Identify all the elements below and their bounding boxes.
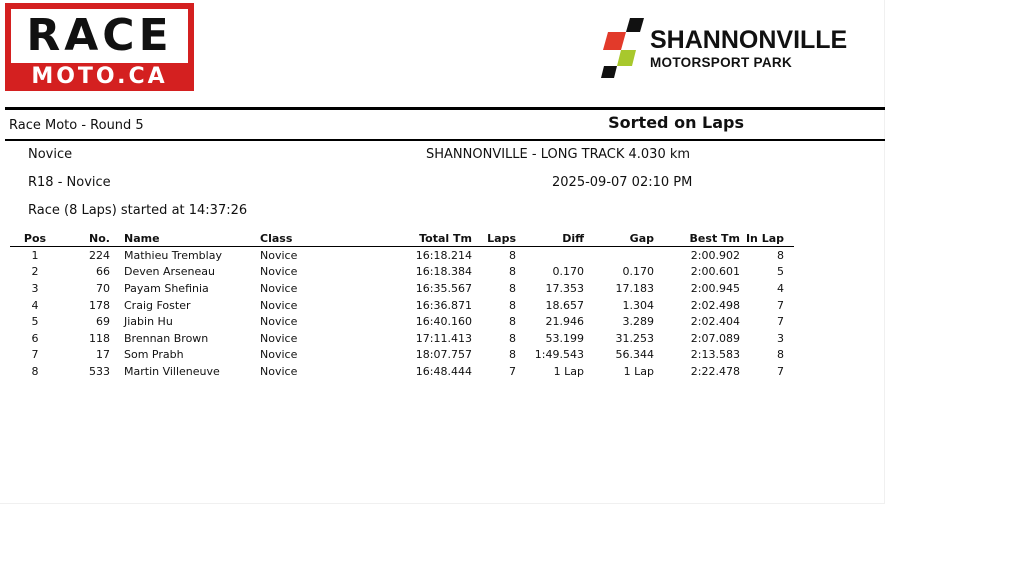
shannonville-logo-sub: MOTORSPORT PARK [650, 55, 793, 70]
event-title: Race Moto - Round 5 [9, 118, 144, 133]
cell-total-time: 18:07.757 [415, 348, 472, 362]
col-no: No. [60, 231, 124, 247]
cell-laps: 8 [509, 298, 516, 312]
cell-best-time: 2:22.478 [690, 364, 740, 378]
cell-gap: 17.183 [615, 281, 654, 295]
results-header-row [10, 231, 794, 247]
cell-total-time: 17:11.413 [415, 331, 472, 345]
col-total-time: Total Tm [360, 231, 472, 247]
cell-name: Craig Foster [124, 298, 191, 312]
cell-total-time: 16:36.871 [415, 298, 472, 312]
cell-laps: 8 [509, 281, 516, 295]
cell-name: Mathieu Tremblay [124, 248, 222, 262]
cell-laps: 8 [509, 248, 516, 262]
cell-gap: 1.304 [622, 298, 654, 312]
cell-class: Novice [260, 331, 298, 345]
cell-laps: 7 [509, 364, 516, 378]
cell-in-lap: 8 [777, 248, 784, 262]
cell-pos: 8 [31, 364, 39, 378]
cell-gap: 0.170 [622, 265, 654, 279]
cell-best-time: 2:13.583 [690, 348, 740, 362]
cell-class: Novice [260, 248, 298, 262]
cell-best-time: 2:02.498 [690, 298, 740, 312]
cell-diff: 53.199 [545, 331, 584, 345]
results-body [10, 247, 794, 380]
cell-diff: 1:49.543 [534, 348, 584, 362]
cell-diff: 0.170 [552, 265, 584, 279]
table-row [10, 347, 794, 364]
cell-total-time: 16:40.160 [415, 315, 472, 329]
cell-best-time: 2:00.902 [690, 248, 740, 262]
cell-no: 224 [89, 248, 110, 262]
col-pos: Pos [10, 231, 60, 247]
shannonville-logo-name: SHANNONVILLE [650, 26, 848, 54]
cell-in-lap: 7 [777, 315, 784, 329]
cell-in-lap: 7 [777, 298, 784, 312]
sort-note: Sorted on Laps [608, 113, 744, 132]
cell-diff [524, 247, 584, 264]
cell-laps: 8 [509, 265, 516, 279]
cell-in-lap: 4 [777, 281, 784, 295]
cell-total-time: 16:48.444 [415, 364, 472, 378]
cell-no: 70 [96, 281, 110, 295]
racemoto-logo-bottom: MOTO.CA [31, 64, 168, 89]
cell-best-time: 2:02.404 [690, 315, 740, 329]
cell-laps: 8 [509, 348, 516, 362]
cell-pos: 2 [31, 265, 39, 279]
cell-total-time: 16:18.214 [415, 248, 472, 262]
cell-name: Brennan Brown [124, 331, 209, 345]
cell-class: Novice [260, 348, 298, 362]
session-name: R18 - Novice [28, 175, 111, 190]
cell-name: Jiabin Hu [124, 315, 173, 329]
cell-best-time: 2:07.089 [690, 331, 740, 345]
cell-pos: 6 [31, 331, 39, 345]
race-start: Race (8 Laps) started at 14:37:26 [28, 203, 248, 218]
cell-class: Novice [260, 364, 298, 378]
cell-class: Novice [260, 281, 298, 295]
class-name: Novice [28, 147, 73, 162]
cell-gap: 56.344 [615, 348, 654, 362]
racemoto-logo [5, 3, 194, 91]
col-diff: Diff [524, 231, 584, 247]
cell-pos: 1 [31, 248, 39, 262]
table-row [10, 247, 794, 264]
cell-class: Novice [260, 315, 298, 329]
cell-no: 178 [89, 298, 110, 312]
cell-in-lap: 5 [777, 265, 784, 279]
cell-total-time: 16:35.567 [415, 281, 472, 295]
cell-pos: 5 [31, 315, 39, 329]
cell-in-lap: 3 [777, 331, 784, 345]
cell-name: Deven Arseneau [124, 265, 215, 279]
col-in-lap: In Lap [740, 231, 794, 247]
cell-laps: 8 [509, 315, 516, 329]
cell-gap: 31.253 [615, 331, 654, 345]
col-laps: Laps [472, 231, 524, 247]
col-class: Class [260, 231, 360, 247]
cell-name: Payam Shefinia [124, 281, 209, 295]
cell-gap [584, 247, 654, 264]
cell-diff: 21.946 [545, 315, 584, 329]
cell-pos: 4 [31, 298, 39, 312]
cell-gap: 3.289 [622, 315, 654, 329]
shannonville-logo [600, 18, 885, 82]
table-row [10, 313, 794, 330]
cell-name: Martin Villeneuve [124, 364, 220, 378]
cell-diff: 17.353 [545, 281, 584, 295]
cell-pos: 3 [31, 281, 39, 295]
results-table [10, 231, 794, 380]
cell-in-lap: 7 [777, 364, 784, 378]
table-row [10, 280, 794, 297]
col-gap: Gap [584, 231, 654, 247]
cell-class: Novice [260, 265, 298, 279]
cell-in-lap: 8 [777, 348, 784, 362]
cell-no: 118 [89, 331, 110, 345]
cell-no: 69 [96, 315, 110, 329]
table-row [10, 330, 794, 347]
session-datetime: 2025-09-07 02:10 PM [552, 175, 693, 190]
checkered-flag-icon [600, 18, 650, 82]
cell-diff: 18.657 [545, 298, 584, 312]
cell-gap: 1 Lap [623, 364, 654, 378]
cell-total-time: 16:18.384 [415, 265, 472, 279]
cell-no: 66 [96, 265, 110, 279]
racemoto-logo-top: RACE [11, 9, 188, 63]
header-top-rule [5, 107, 885, 110]
cell-pos: 7 [31, 348, 39, 362]
cell-no: 533 [89, 364, 110, 378]
cell-no: 17 [96, 348, 110, 362]
header-bottom-rule [5, 139, 885, 141]
cell-best-time: 2:00.601 [690, 265, 740, 279]
table-row [10, 297, 794, 314]
track-name: SHANNONVILLE - LONG TRACK 4.030 km [426, 147, 691, 162]
cell-name: Som Prabh [124, 348, 184, 362]
col-name: Name [124, 231, 260, 247]
cell-best-time: 2:00.945 [690, 281, 740, 295]
col-best-time: Best Tm [654, 231, 740, 247]
cell-laps: 8 [509, 331, 516, 345]
cell-class: Novice [260, 298, 298, 312]
table-row [10, 363, 794, 380]
table-row [10, 264, 794, 281]
cell-diff: 1 Lap [553, 364, 584, 378]
